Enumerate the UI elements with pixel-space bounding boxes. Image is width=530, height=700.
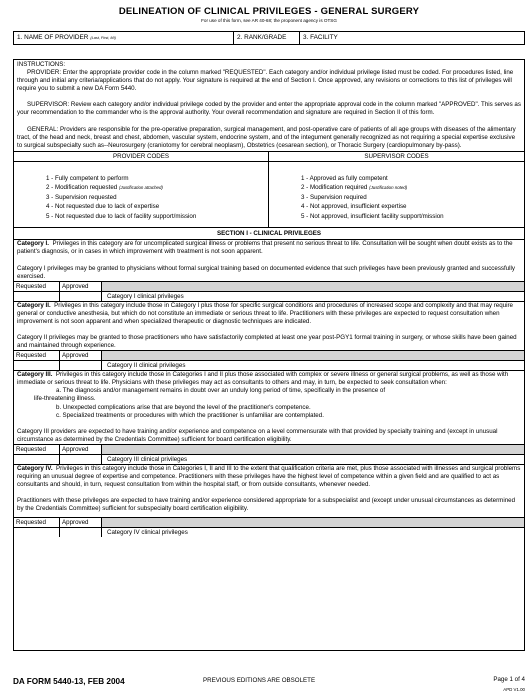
category-3-privilege-label: Category III clinical privileges	[107, 455, 188, 463]
category-3-requested-cell[interactable]	[14, 455, 60, 464]
section-1-heading: SECTION I - CLINICAL PRIVILEGES	[14, 227, 524, 240]
category-4-header-row	[14, 517, 524, 527]
category-2-approved-cell[interactable]	[60, 361, 102, 370]
category-3-item-a: a. The diagnosis and/or management remains in doubt over an unduly long period of time, specifically in the presence of	[56, 387, 386, 395]
provider-code-item	[46, 193, 268, 203]
requested-column-label: Requested	[14, 518, 60, 527]
shaded-cell	[102, 282, 524, 291]
category-2-description	[14, 302, 524, 326]
category-1-description	[14, 240, 524, 256]
category-1-approved-cell[interactable]	[60, 292, 102, 301]
category-3-item-a-cont: life-threatening illness.	[34, 395, 96, 403]
category-3-approved-cell[interactable]	[60, 455, 102, 464]
category-4-privilege-label: Category IV clinical privileges	[107, 529, 188, 537]
form-page	[5, 0, 525, 700]
category-4-text-2: Practitioners with these privileges are expected to have training and/or experience considered appropriate for a subspecialist and (except under unusual circumstances as determined by the Credentials Committee) sufficient for subspecialty board certification eligibility.	[17, 497, 516, 513]
provider-code-text: 2 - Modification requested	[46, 184, 118, 192]
category-4-text: Privileges in this category include those in Categories I, II and III to the extent that qualification criteria are met, plus those associated with illnesses and surgical problems requiring an unusual degree of expertise and competence. Practitioners with these privileges have the highest level of competence within a given field and are qualified to act as consultants and should, in turn, request consultation from within the hospital staff, or from outside consultants, whenever needed.	[17, 464, 521, 489]
requested-column-label: Requested	[14, 445, 60, 454]
category-1-privilege-label: Category I clinical privileges	[107, 292, 184, 300]
requested-column-label: Requested	[14, 282, 60, 291]
category-2-text-2: Category II privileges may be granted to those practitioners who have satisfactorily completed at least one year post-PGY1 formal training in surgery, or whose skills have been gained and maintained through experience.	[17, 334, 517, 350]
form-footer	[13, 673, 525, 693]
supervisor-code-text: 5 - Not approved, insufficient facility support/mission	[301, 212, 444, 220]
instructions-heading: INSTRUCTIONS:	[17, 61, 66, 68]
provider-code-text: 4 - Not requested due to lack of expertise	[46, 203, 160, 211]
approved-column-label: Approved	[60, 282, 102, 291]
category-2-label: Category II.	[17, 301, 51, 309]
provider-code-item	[46, 212, 268, 222]
rank-grade-label: 2. RANK/GRADE	[237, 34, 287, 41]
category-4-approved-cell[interactable]	[60, 528, 102, 537]
shaded-cell	[102, 445, 524, 454]
supervisor-codes-column	[269, 152, 524, 228]
provider-instructions: PROVIDER: Enter the appropriate provider code in the column marked "REQUESTED". Each category and/or individual privilege listed must be coded. For procedures listed, line through and initial any criteria/applications that do not apply. Your signature is required at the end of Section I. Once approved, any revisions or corrections to this list of privileges will require you to submit a new DA Form 5440.	[17, 69, 514, 93]
supervisor-code-text: 4 - Not approved, insufficient expertise	[301, 203, 407, 211]
approved-column-label: Approved	[60, 351, 102, 360]
form-subtitle: For use of this form, see AR 40-68; the proponent agency is OTSG	[201, 18, 337, 23]
provider-code-item	[46, 174, 268, 184]
provider-name-label: 1. NAME OF PROVIDER	[17, 34, 89, 41]
page-number: Page 1 of 4	[493, 676, 525, 683]
form-header	[13, 6, 525, 23]
provider-code-item	[46, 183, 268, 193]
facility-field[interactable]	[300, 32, 524, 44]
supervisor-code-text: 3 - Supervision required	[301, 193, 367, 201]
form-title: DELINEATION OF CLINICAL PRIVILEGES - GENERAL SURGERY	[118, 6, 420, 17]
category-2-requested-cell[interactable]	[14, 361, 60, 370]
supervisor-instructions: SUPERVISOR: Review each category and/or individual privilege coded by the provider and enter the appropriate approval code in the column marked "APPROVED". This serves as your recommendation to the commander who is the approval authority. Your overall recommendation and signature are required in Section II of this form.	[17, 101, 521, 117]
approved-column-label: Approved	[60, 518, 102, 527]
rank-grade-field[interactable]	[234, 32, 300, 44]
category-3-privilege-row	[14, 454, 524, 465]
category-3-label: Category III.	[17, 371, 53, 379]
shaded-cell	[102, 351, 524, 360]
category-2-header-row	[14, 350, 524, 360]
supervisor-code-text: 2 - Modification required	[301, 184, 368, 192]
supervisor-code-note: (Justification noted)	[369, 185, 408, 191]
obsolete-notice: PREVIOUS EDITIONS ARE OBSOLETE	[203, 677, 316, 684]
supervisor-code-item	[301, 212, 524, 222]
category-3-text: Privileges in this category include those in Categories I and II plus those associated with complex or severe illness or general surgical problems, as well as those with immediate or serious threat to life. Physicians with these privileges may act as consultants to others and may, in turn, be expected to seek consultation when:	[17, 371, 509, 387]
provider-code-text: 3 - Supervision requested	[46, 193, 117, 201]
provider-name-hint: (Last, First, MI)	[90, 36, 116, 40]
category-2-text: Privileges in this category include those in Category I plus those for specific surgical conditions and procedures of increased scope and complexity and that may require general or conductive anesthesia, but which do not constitute an immediate or serious threat to life. Practitioners with these privileges are expected to request consultation when improvement is not soon apparent and when specialized therapeutic or diagnostic techniques are indicated.	[17, 301, 513, 325]
category-1-label: Category I.	[17, 240, 49, 248]
instructions-box	[13, 59, 525, 651]
facility-label: 3. FACILITY	[303, 34, 338, 41]
general-instructions: GENERAL: Providers are responsible for the pre-operative preparation, surgical management, and post-operative care of patients of all age groups with diseases of the alimentary tract, of the head and neck, breast and chest, abdomen, vascular system, endocrine system, and of the integument generally recognized as not requiring a special expertise exclusive to surgical subspecialty such as--Neurosurgery (craniotomy for cerebral neoplasm), Obstetrics (cesarean section), or Thoracic Surgery (cardiopulmonary by-pass).	[17, 125, 516, 149]
category-1-requested-cell[interactable]	[14, 292, 60, 301]
approved-column-label: Approved	[60, 445, 102, 454]
provider-codes-heading: PROVIDER CODES	[14, 152, 268, 162]
form-number: DA FORM 5440-13, FEB 2004	[13, 677, 125, 686]
provider-codes-column	[14, 152, 269, 228]
category-3-header-row	[14, 444, 524, 454]
provider-id-row	[13, 31, 525, 45]
category-4-requested-cell[interactable]	[14, 528, 60, 537]
category-4-description	[14, 465, 524, 489]
category-3-item-c: c. Specialized treatments or procedures with which the practitioner is unfamiliar are contemplated.	[56, 411, 324, 419]
category-1-text-2: Category I privileges may be granted to physicians without formal surgical training based on documented evidence that such privileges have been previously granted and successfully exercised.	[17, 264, 516, 280]
category-2-privilege-label: Category II clinical privileges	[107, 362, 186, 370]
category-4-privilege-row	[14, 527, 524, 537]
supervisor-code-item	[301, 174, 524, 184]
provider-code-text: 5 - Not requested due to lack of facility support/mission	[46, 212, 197, 220]
category-3-text-2: Category III providers are expected to have training and/or experience and competence on a level commensurate with that provided by specialty training and (except in unusual circumstance as determined by the Credentials Committee) sufficient for board certification eligibility.	[17, 427, 498, 443]
supervisor-code-item	[301, 193, 524, 203]
provider-name-field[interactable]	[14, 32, 234, 44]
shaded-cell	[102, 518, 524, 527]
provider-code-note: (Justification attached)	[118, 185, 163, 191]
category-3-description	[14, 371, 524, 387]
apd-version: APD V1.00	[503, 687, 525, 692]
category-1-header-row	[14, 281, 524, 291]
provider-code-item	[46, 202, 268, 212]
supervisor-code-text: 1 - Approved as fully competent	[301, 174, 388, 182]
supervisor-code-item	[301, 202, 524, 212]
provider-code-text: 1 - Fully competent to perform	[46, 174, 129, 182]
codes-table	[14, 151, 524, 228]
requested-column-label: Requested	[14, 351, 60, 360]
category-3-item-b: b. Unexpected complications arise that are beyond the level of the practitioner's competence.	[56, 403, 311, 411]
category-2-privilege-row	[14, 360, 524, 371]
category-1-privilege-row	[14, 291, 524, 302]
supervisor-code-item	[301, 183, 524, 193]
category-1-text: Privileges in this category are for uncomplicated surgical illness or problems that present no serious threat to life. Consultation will be sought when doubt exists as to the patient's diagnosis, or in cases in which improvement with treatment is not soon apparent.	[17, 240, 513, 256]
category-4-label: Category IV.	[17, 464, 53, 472]
supervisor-codes-heading: SUPERVISOR CODES	[269, 152, 524, 162]
